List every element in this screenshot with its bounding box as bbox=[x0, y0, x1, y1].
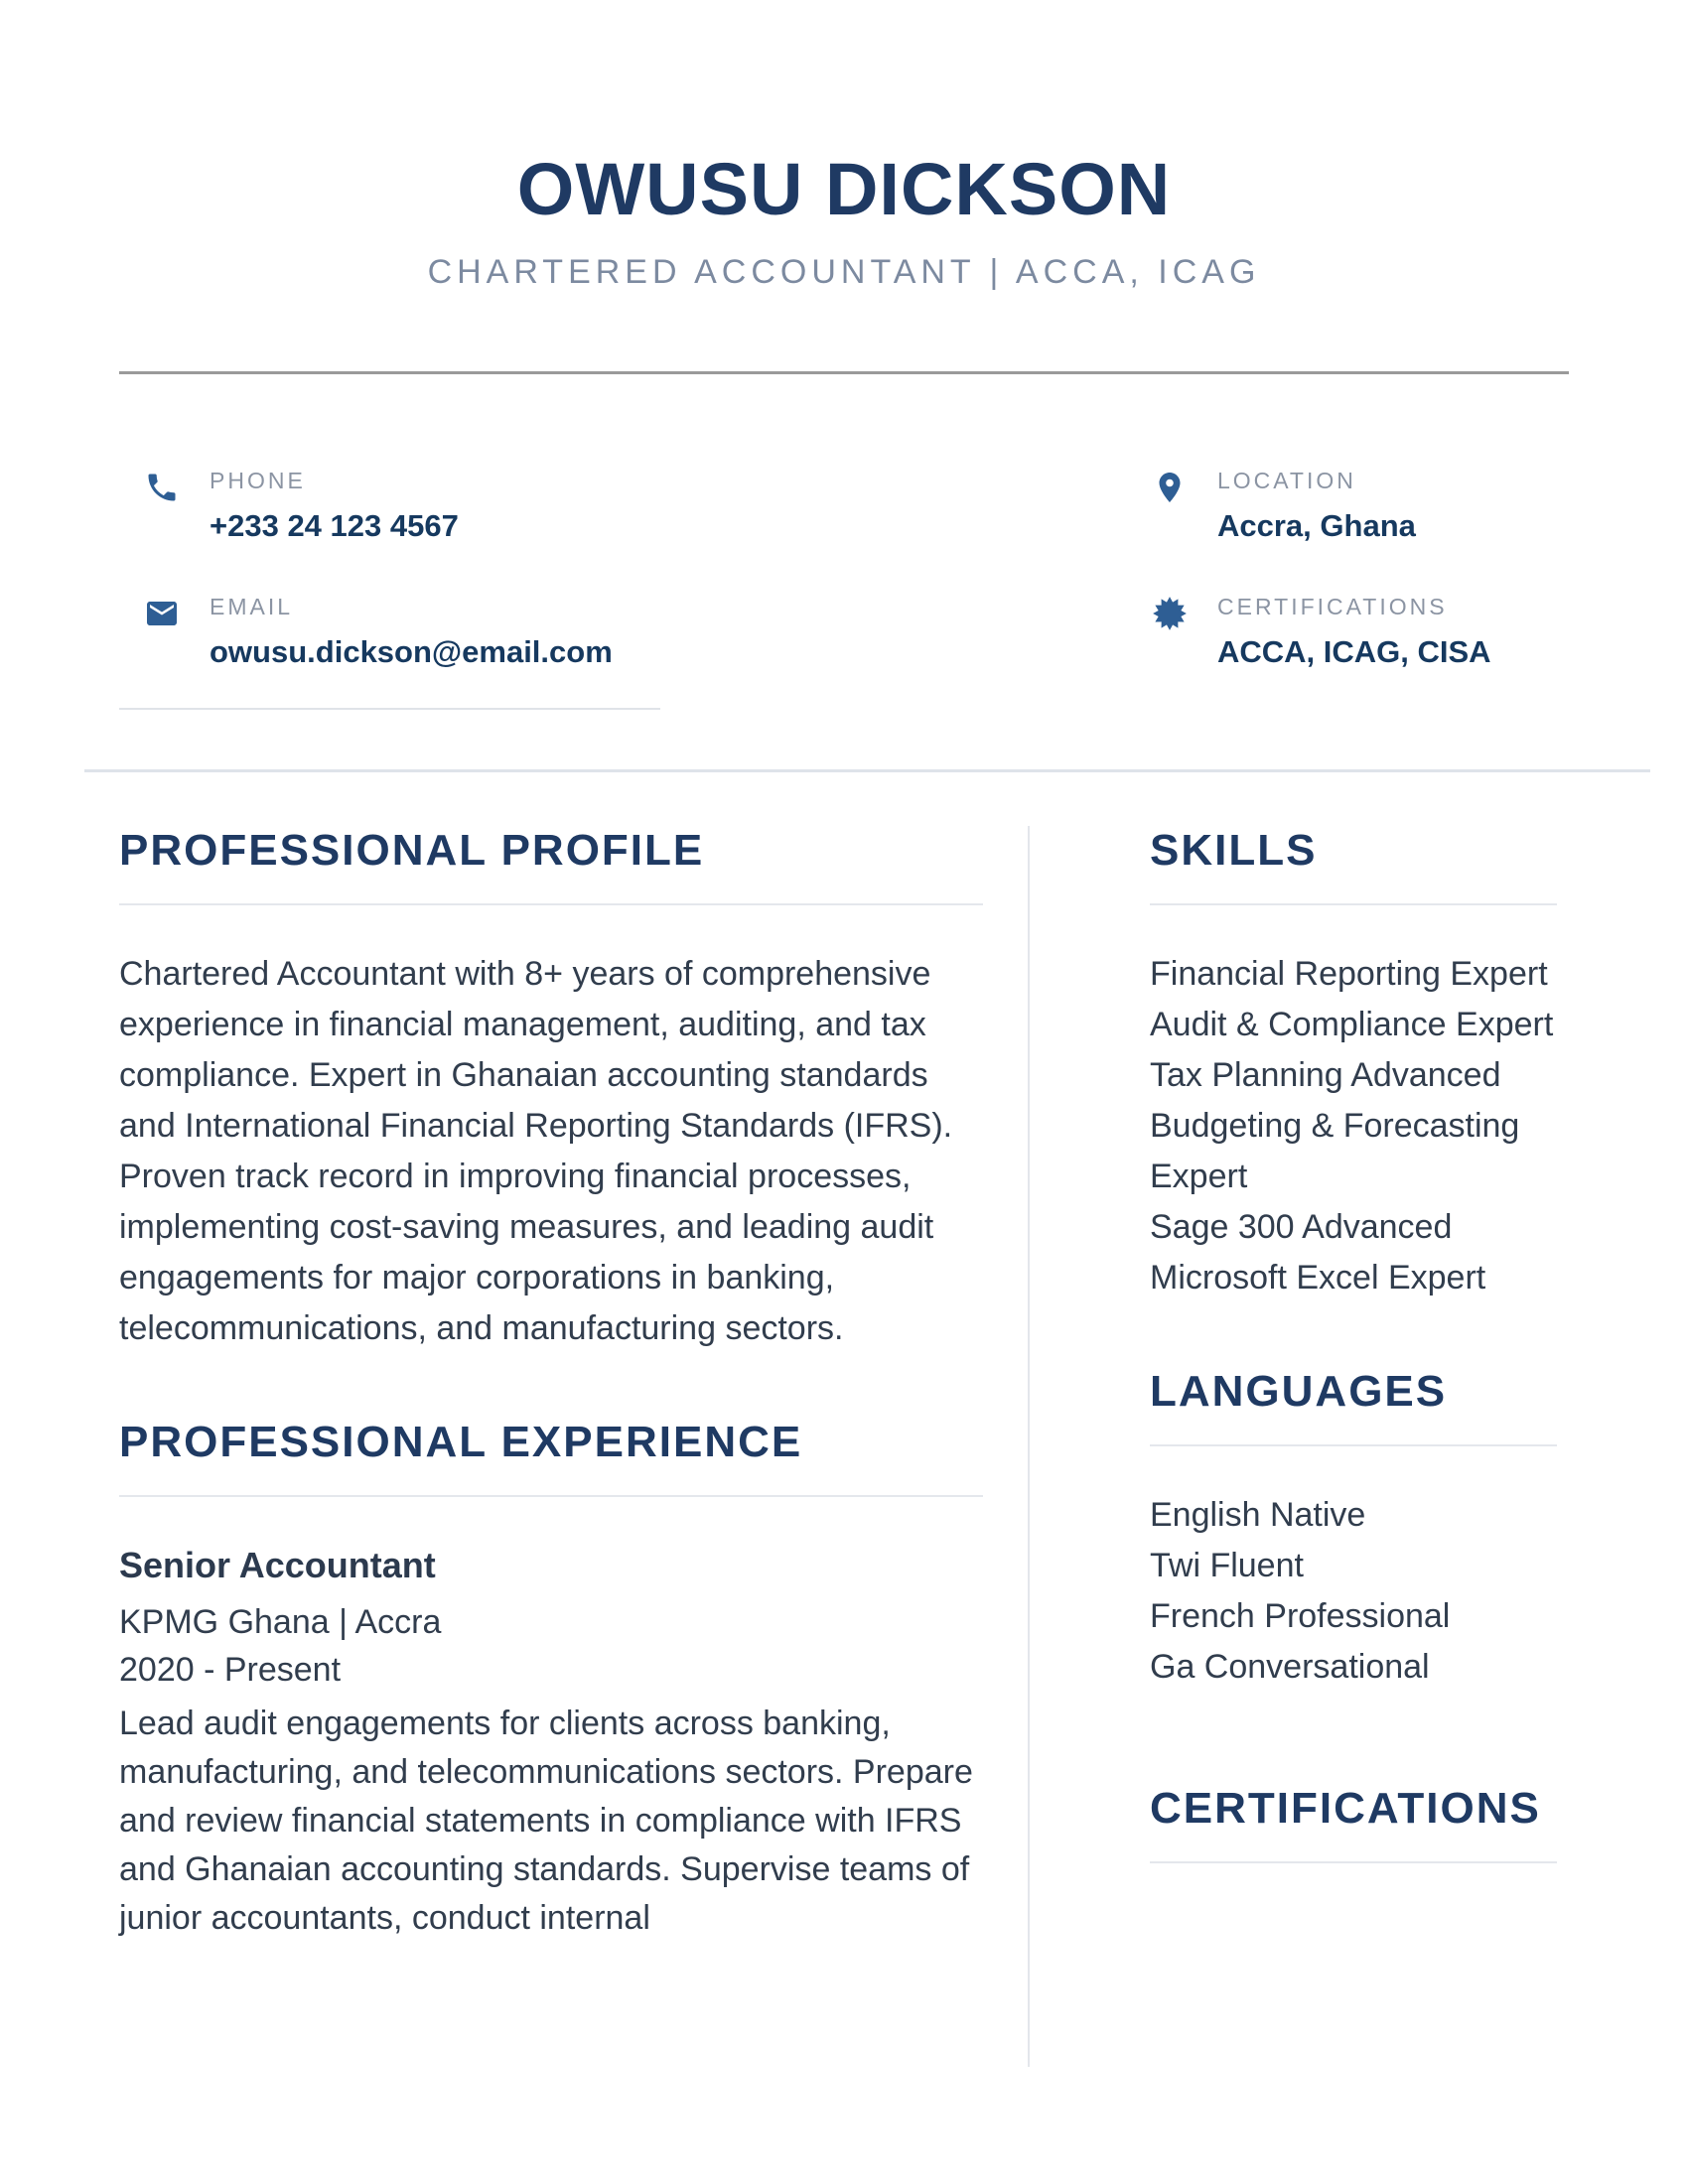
email-label: EMAIL bbox=[210, 594, 294, 619]
languages-section-rule bbox=[1150, 1444, 1557, 1446]
phone-icon bbox=[144, 470, 180, 505]
contact-certifications-text bbox=[1217, 594, 1491, 670]
contact-certifications bbox=[1127, 594, 1569, 670]
skills-section bbox=[1150, 826, 1557, 1303]
profile-section-title: PROFESSIONAL PROFILE bbox=[119, 826, 705, 875]
candidate-name: OWUSU DICKSON bbox=[516, 148, 1172, 230]
language-item: French Professional bbox=[1150, 1597, 1451, 1635]
contact-phone-text bbox=[210, 468, 459, 544]
phone-value: +233 24 123 4567 bbox=[210, 508, 459, 543]
languages-list bbox=[1150, 1490, 1557, 1693]
skills-section-title: SKILLS bbox=[1150, 826, 1318, 875]
language-item: English Native bbox=[1150, 1496, 1366, 1534]
languages-section-title: LANGUAGES bbox=[1150, 1367, 1448, 1416]
left-column bbox=[119, 826, 983, 2067]
right-column bbox=[1150, 826, 1557, 2067]
skill-item: Budgeting & Forecasting Expert bbox=[1150, 1107, 1520, 1195]
languages-section bbox=[1150, 1367, 1557, 1693]
job-company: KPMG Ghana | Accra bbox=[119, 1603, 442, 1641]
job-title: Senior Accountant bbox=[119, 1545, 436, 1585]
phone-label: PHONE bbox=[210, 468, 306, 493]
contact-phone bbox=[119, 468, 1127, 544]
language-item: Ga Conversational bbox=[1150, 1648, 1430, 1686]
profile-section-rule bbox=[119, 903, 983, 905]
certifications-section-rule bbox=[1150, 1861, 1557, 1863]
contact-location bbox=[1127, 468, 1569, 544]
skill-item: Microsoft Excel Expert bbox=[1150, 1259, 1486, 1297]
contact-bottom-divider bbox=[84, 769, 1650, 772]
header-divider bbox=[119, 371, 1569, 374]
profile-body: Chartered Accountant with 8+ years of comprehensive experience in financial management, auditing, and tax compliance. Expert in Ghanaian accounting standards and International Financial Reporting Standards (IFRS). Proven track record in improving financial processes, implementing cost-saving measures, and leading audit engagements for major corporations in banking, telecommunications, and manufacturing sectors. bbox=[119, 955, 953, 1347]
contact-section bbox=[0, 468, 1688, 670]
experience-section-title: PROFESSIONAL EXPERIENCE bbox=[119, 1418, 803, 1466]
certifications-list-section bbox=[1150, 1784, 1557, 1863]
skill-item: Sage 300 Advanced bbox=[1150, 1208, 1453, 1246]
profile-section bbox=[119, 826, 983, 1354]
skill-item: Audit & Compliance Expert bbox=[1150, 1006, 1554, 1043]
contact-email bbox=[119, 594, 1127, 670]
skill-item: Financial Reporting Expert bbox=[1150, 955, 1548, 993]
skills-section-rule bbox=[1150, 903, 1557, 905]
language-item: Twi Fluent bbox=[1150, 1547, 1304, 1584]
certifications-value: ACCA, ICAG, CISA bbox=[1217, 634, 1491, 669]
contact-location-text bbox=[1217, 468, 1416, 544]
badge-seal-icon bbox=[1152, 596, 1188, 631]
certifications-label: CERTIFICATIONS bbox=[1217, 594, 1448, 619]
column-divider bbox=[1028, 826, 1030, 2067]
job-entry bbox=[119, 1545, 983, 1943]
job-description: Lead audit engagements for clients across banking, manufacturing, and telecommunications sectors. Prepare and review financial statements in compliance with IFRS and Ghanaian accounting standards. Supervise teams of junior accountants, conduct internal bbox=[119, 1705, 973, 1937]
location-value: Accra, Ghana bbox=[1217, 508, 1416, 543]
experience-section bbox=[119, 1418, 983, 1943]
main-content bbox=[0, 810, 1688, 2067]
skill-item: Tax Planning Advanced bbox=[1150, 1056, 1501, 1094]
location-pin-icon bbox=[1152, 470, 1188, 505]
resume-header bbox=[0, 0, 1688, 292]
skills-list bbox=[1150, 949, 1557, 1303]
location-label: LOCATION bbox=[1217, 468, 1356, 493]
envelope-icon bbox=[144, 596, 180, 631]
contact-email-text bbox=[210, 594, 613, 670]
certifications-section-title: CERTIFICATIONS bbox=[1150, 1784, 1541, 1833]
email-value: owusu.dickson@email.com bbox=[210, 634, 613, 669]
candidate-title: CHARTERED ACCOUNTANT | ACCA, ICAG bbox=[427, 253, 1261, 291]
experience-section-rule bbox=[119, 1495, 983, 1497]
job-dates: 2020 - Present bbox=[119, 1651, 342, 1689]
contact-left-divider bbox=[119, 708, 660, 710]
